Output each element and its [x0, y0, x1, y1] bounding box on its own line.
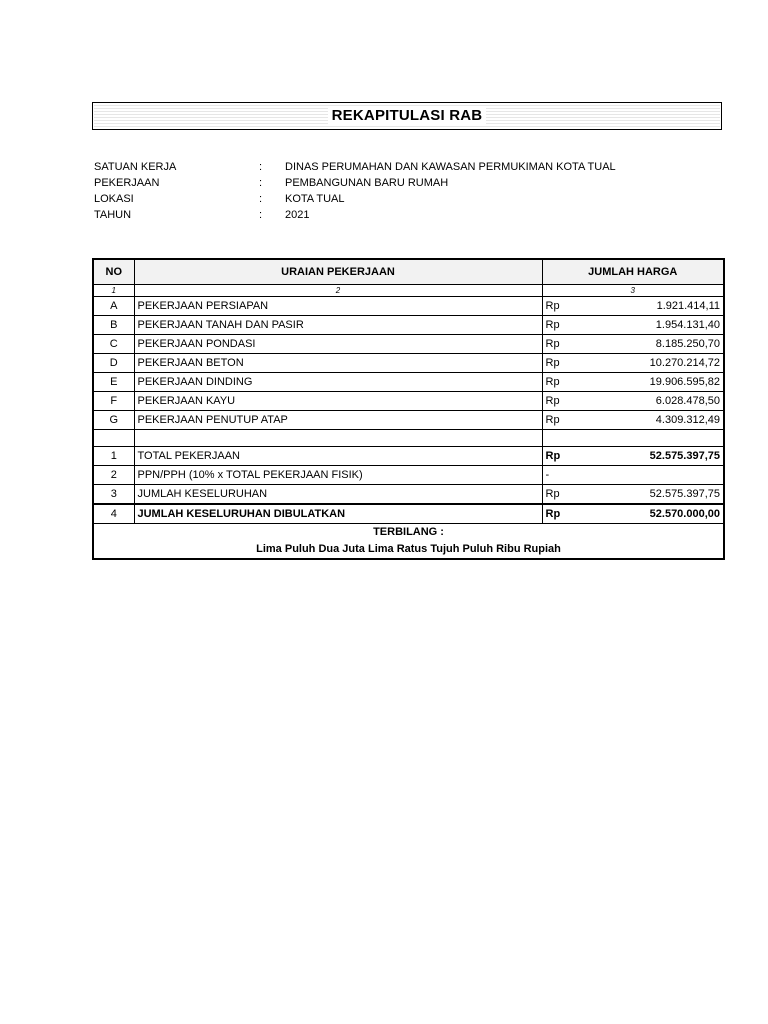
row-currency: Rp	[542, 316, 576, 335]
row-amount: 10.270.214,72	[576, 354, 724, 373]
meta-label: PEKERJAAN	[94, 177, 160, 189]
row-desc: PEKERJAAN BETON	[134, 354, 542, 373]
column-number: 3	[542, 285, 724, 297]
row-desc: PEKERJAAN DINDING	[134, 373, 542, 392]
row-no: B	[93, 316, 134, 335]
column-number: 2	[134, 285, 542, 297]
row-no: 2	[93, 466, 134, 485]
row-desc: JUMLAH KESELURUHAN	[134, 485, 542, 505]
row-desc: PEKERJAAN KAYU	[134, 392, 542, 411]
column-number-row	[93, 285, 724, 297]
table-row	[93, 335, 724, 354]
total-row	[93, 485, 724, 505]
meta-info	[94, 161, 714, 225]
table-row	[93, 392, 724, 411]
terbilang-cell	[93, 524, 724, 560]
row-desc: JUMLAH KESELURUHAN DIBULATKAN	[134, 504, 542, 524]
row-no: F	[93, 392, 134, 411]
row-amount: 4.309.312,49	[576, 411, 724, 430]
row-desc: PEKERJAAN PONDASI	[134, 335, 542, 354]
total-row	[93, 466, 724, 485]
meta-value: 2021	[285, 209, 310, 221]
row-currency: Rp	[542, 297, 576, 316]
meta-row-satuan-kerja	[94, 161, 714, 177]
header-no: NO	[93, 259, 134, 285]
blank-cell	[134, 430, 542, 447]
table-row	[93, 297, 724, 316]
row-amount: 52.575.397,75	[576, 447, 724, 466]
row-currency: Rp	[542, 373, 576, 392]
column-number: 1	[93, 285, 134, 297]
meta-label: SATUAN KERJA	[94, 161, 177, 173]
row-desc: PEKERJAAN TANAH DAN PASIR	[134, 316, 542, 335]
row-amount: 52.570.000,00	[576, 504, 724, 524]
row-amount: 6.028.478,50	[576, 392, 724, 411]
row-amount: 8.185.250,70	[576, 335, 724, 354]
row-desc: PEKERJAAN PENUTUP ATAP	[134, 411, 542, 430]
blank-row	[93, 430, 724, 447]
document-title: REKAPITULASI RAB	[328, 107, 487, 124]
row-no: D	[93, 354, 134, 373]
row-currency: Rp	[542, 392, 576, 411]
meta-value: PEMBANGUNAN BARU RUMAH	[285, 177, 449, 189]
rab-table	[92, 258, 725, 560]
row-currency: Rp	[542, 411, 576, 430]
row-currency: Rp	[542, 504, 576, 524]
row-no: 4	[93, 504, 134, 524]
row-currency: Rp	[542, 354, 576, 373]
row-no: G	[93, 411, 134, 430]
table-row	[93, 411, 724, 430]
meta-label: TAHUN	[94, 209, 132, 221]
meta-row-pekerjaan	[94, 177, 714, 193]
terbilang-label: TERBILANG :	[373, 526, 444, 538]
row-currency: Rp	[542, 447, 576, 466]
total-row	[93, 447, 724, 466]
row-no: E	[93, 373, 134, 392]
row-desc: PEKERJAAN PERSIAPAN	[134, 297, 542, 316]
table-row	[93, 354, 724, 373]
terbilang-row	[93, 524, 724, 560]
row-amount: 19.906.595,82	[576, 373, 724, 392]
row-no: A	[93, 297, 134, 316]
row-amount: 1.921.414,11	[576, 297, 724, 316]
row-desc: PPN/PPH (10% x TOTAL PEKERJAAN FISIK)	[134, 466, 542, 485]
meta-value: KOTA TUAL	[285, 193, 345, 205]
total-row	[93, 504, 724, 524]
row-amount	[576, 466, 724, 485]
meta-row-lokasi	[94, 193, 714, 209]
row-currency: Rp	[542, 335, 576, 354]
table-row	[93, 373, 724, 392]
meta-separator: :	[259, 209, 263, 221]
table-header-row	[93, 259, 724, 285]
row-amount: 52.575.397,75	[576, 485, 724, 505]
title-box	[92, 102, 722, 130]
header-uraian: URAIAN PEKERJAAN	[134, 259, 542, 285]
meta-separator: :	[259, 193, 263, 205]
blank-cell	[542, 430, 724, 447]
terbilang-value: Lima Puluh Dua Juta Lima Ratus Tujuh Puluh Ribu Rupiah	[256, 543, 561, 555]
row-no: C	[93, 335, 134, 354]
blank-cell	[93, 430, 134, 447]
header-jumlah: JUMLAH HARGA	[542, 259, 724, 285]
meta-separator: :	[259, 161, 263, 173]
meta-separator: :	[259, 177, 263, 189]
meta-row-tahun	[94, 209, 714, 225]
row-amount: 1.954.131,40	[576, 316, 724, 335]
meta-label: LOKASI	[94, 193, 134, 205]
row-desc: TOTAL PEKERJAAN	[134, 447, 542, 466]
table-row	[93, 316, 724, 335]
meta-value: DINAS PERUMAHAN DAN KAWASAN PERMUKIMAN KOTA TUAL	[285, 161, 616, 173]
row-no: 1	[93, 447, 134, 466]
row-currency: Rp	[542, 485, 576, 505]
row-no: 3	[93, 485, 134, 505]
row-currency: -	[542, 466, 576, 485]
